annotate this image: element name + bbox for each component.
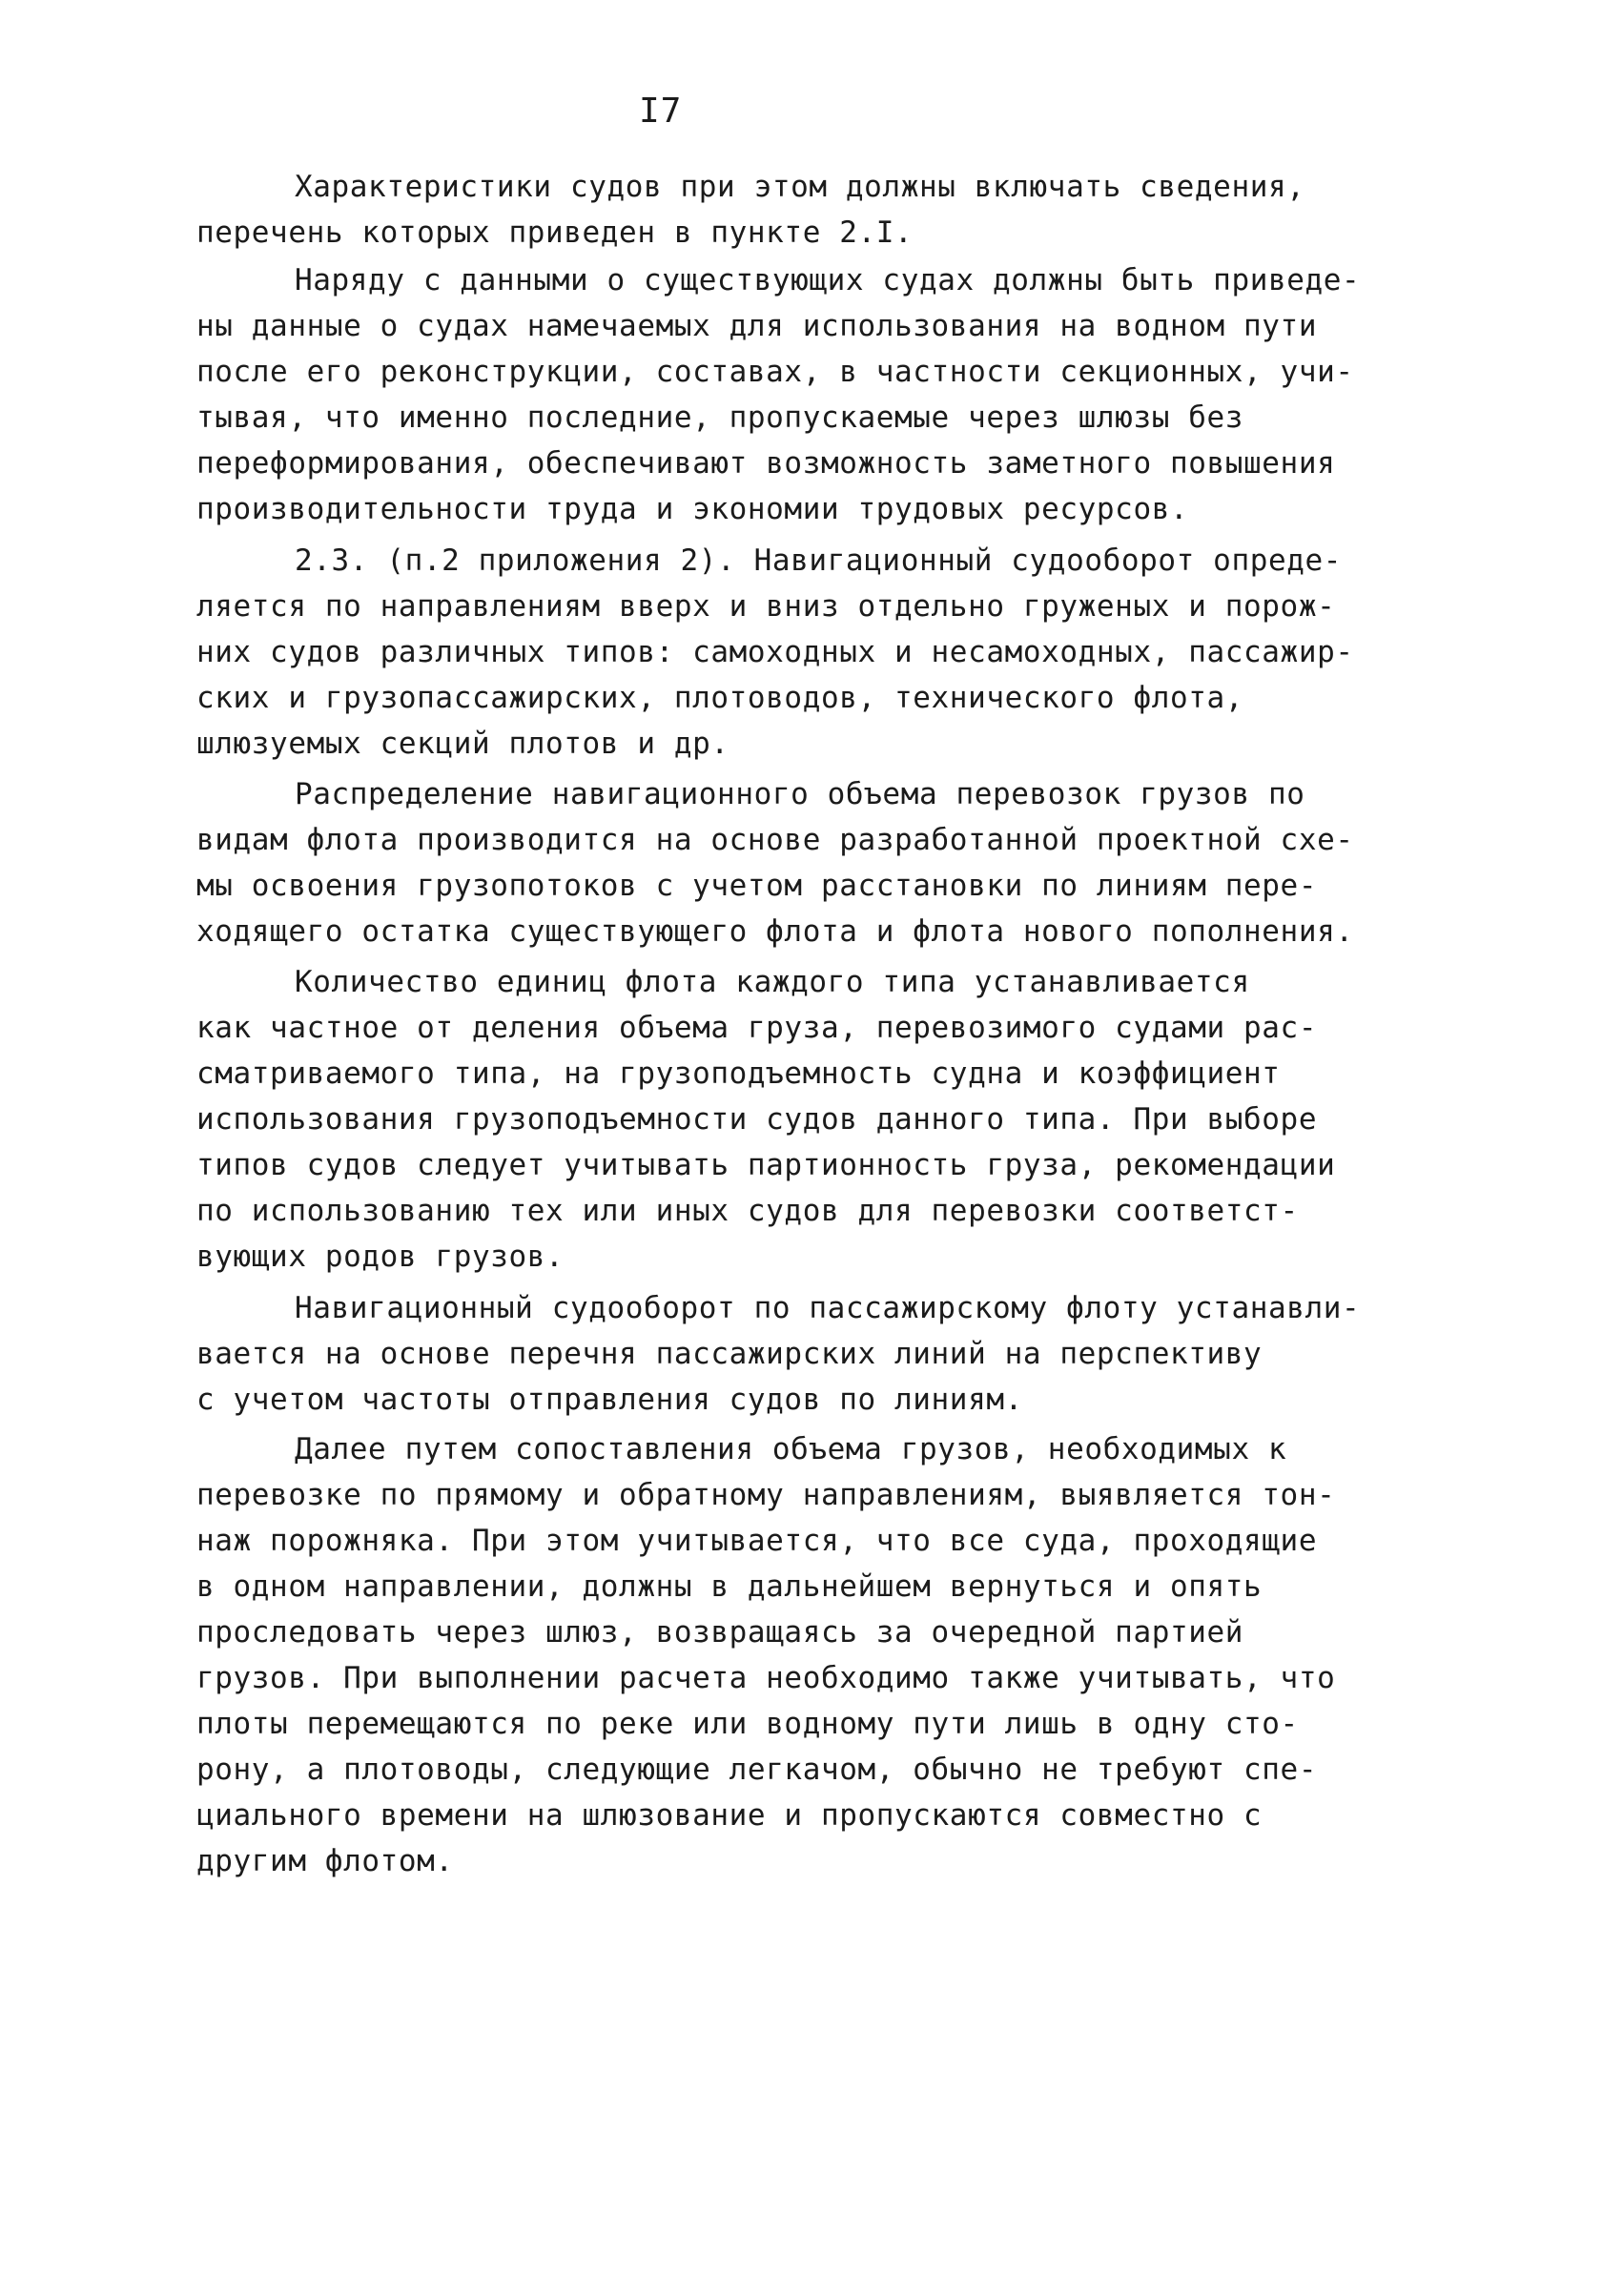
text-line: по использованию тех или иных судов для перевозки соответст- — [196, 1194, 1299, 1228]
text-line: вующих родов грузов. — [196, 1240, 565, 1274]
text-line: циального времени на шлюзование и пропускаются совместно с — [196, 1798, 1263, 1833]
text-line: с учетом частоты отправления судов по линиям. — [196, 1383, 1023, 1417]
paragraph-5 — [196, 959, 1436, 1280]
page-number: I7 — [639, 92, 683, 131]
paragraph-6 — [196, 1285, 1436, 1423]
text-line: ляется по направлениям вверх и вниз отдельно груженых и порож- — [196, 589, 1336, 624]
text-line: другим флотом. — [196, 1844, 454, 1878]
text-line: наж порожняка. При этом учитывается, что все суда, проходящие — [196, 1524, 1318, 1558]
text-line: Характеристики судов при этом должны включать сведения, — [295, 170, 1305, 204]
text-line: ны данные о судах намечаемых для использования на водном пути — [196, 309, 1318, 343]
text-line: после его реконструкции, составах, в частности секционных, учи- — [196, 355, 1354, 389]
text-line: мы освоения грузопотоков с учетом расстановки по линиям пере- — [196, 869, 1318, 903]
text-line: плоты перемещаются по реке или водному пути лишь в одну сто- — [196, 1707, 1299, 1741]
text-line: тывая, что именно последние, пропускаемые через шлюзы без — [196, 400, 1244, 435]
text-line: переформирования, обеспечивают возможность заметного повышения — [196, 446, 1336, 481]
text-line: в одном направлении, должны в дальнейшем вернуться и опять — [196, 1569, 1263, 1604]
text-line: рону, а плотоводы, следующие легкачом, обычно не требуют спе- — [196, 1753, 1318, 1787]
text-line: ходящего остатка существующего флота и флота нового пополнения. — [196, 914, 1354, 949]
paragraph-4 — [196, 771, 1436, 954]
text-line: производительности труда и экономии трудовых ресурсов. — [196, 492, 1189, 526]
text-line: Наряду с данными о существующих судах должны быть приведе- — [295, 263, 1361, 297]
text-line: Распределение навигационного объема перевозок грузов по — [295, 777, 1305, 811]
text-line: сматриваемого типа, на грузоподъемность судна и коэффициент — [196, 1056, 1281, 1091]
text-line: перевозке по прямому и обратному направлениям, выявляется тон- — [196, 1478, 1336, 1512]
text-line: вается на основе перечня пассажирских линий на перспективу — [196, 1337, 1263, 1371]
text-line: грузов. При выполнении расчета необходимо также учитывать, что — [196, 1661, 1336, 1695]
text-line: использования грузоподъемности судов данного типа. При выборе — [196, 1102, 1318, 1137]
text-line: Навигационный судооборот по пассажирскому флоту устанавли- — [295, 1291, 1361, 1325]
text-line: видам флота производится на основе разработанной проектной схе- — [196, 823, 1354, 857]
text-line: как частное от деления объема груза, перевозимого судами рас- — [196, 1011, 1318, 1045]
text-line: 2.3. (п.2 приложения 2). Навигационный судооборот опреде- — [295, 543, 1343, 578]
paragraph-3 — [196, 538, 1436, 767]
text-line: Далее путем сопоставления объема грузов, необходимых к — [295, 1432, 1287, 1466]
text-line: ских и грузопассажирских, плотоводов, технического флота, — [196, 681, 1244, 715]
paragraph-2 — [196, 257, 1436, 532]
text-line: перечень которых приведен в пункте 2.I. — [196, 215, 914, 250]
text-line: них судов различных типов: самоходных и несамоходных, пассажир- — [196, 635, 1354, 669]
paragraph-7 — [196, 1426, 1436, 1884]
text-line: Количество единиц флота каждого типа устанавливается — [295, 965, 1250, 999]
paragraph-1 — [196, 164, 1436, 256]
text-line: шлюзуемых секций плотов и др. — [196, 727, 729, 761]
text-line: типов судов следует учитывать партионность груза, рекомендации — [196, 1148, 1336, 1182]
text-line: проследовать через шлюз, возвращаясь за очередной партией — [196, 1615, 1244, 1650]
